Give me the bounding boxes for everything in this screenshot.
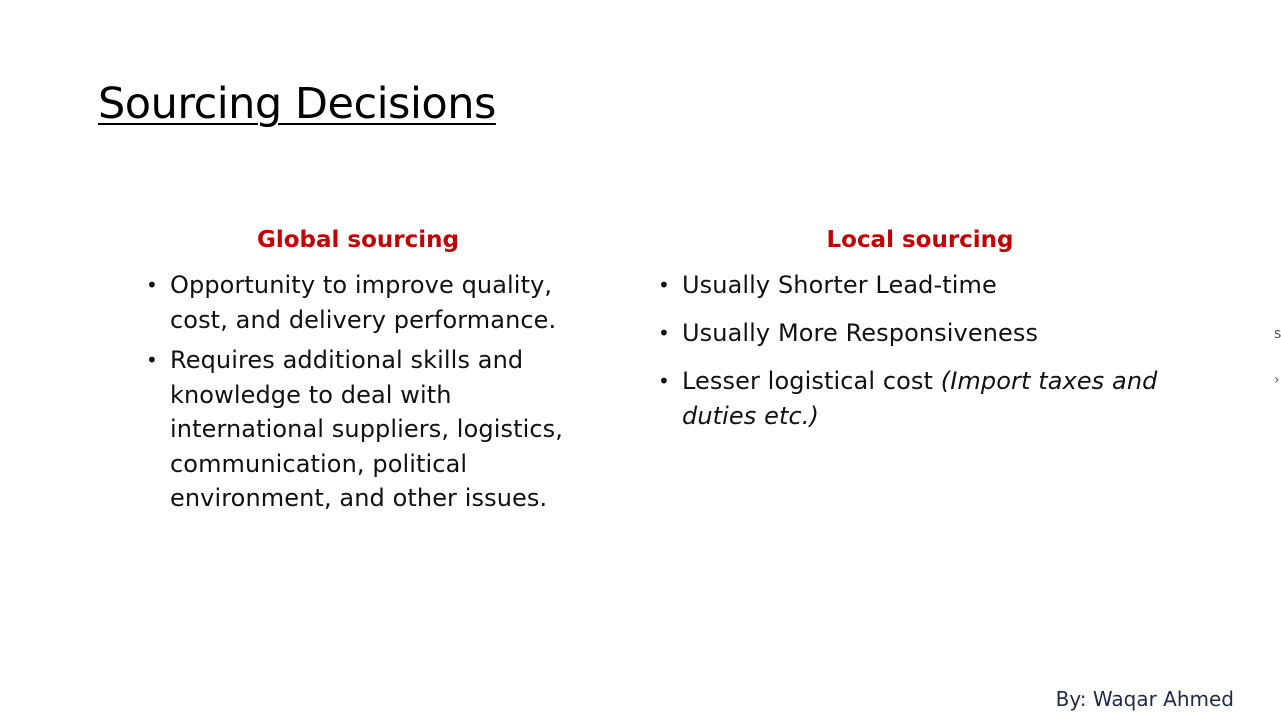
list-item xyxy=(652,316,1212,351)
bullet-text: Requires additional skills and knowledge to deal with international suppliers, logistics, communication, political environment, and other issues. xyxy=(170,346,563,512)
bullet-dot-icon: • xyxy=(146,273,158,297)
edge-fragment-icon: › xyxy=(1274,372,1280,388)
local-sourcing-heading: Local sourcing xyxy=(826,227,1014,253)
list-item xyxy=(652,364,1212,433)
bullet-text: Usually More Responsiveness xyxy=(682,319,1039,347)
list-item xyxy=(140,268,590,337)
list-item xyxy=(652,268,1212,303)
bullet-dot-icon: • xyxy=(658,273,670,297)
bullet-dot-icon: • xyxy=(146,348,158,372)
bullet-dot-icon: • xyxy=(658,369,670,393)
global-sourcing-list xyxy=(140,268,590,516)
bullet-dot-icon: • xyxy=(658,321,670,345)
author-credit: By: Waqar Ahmed xyxy=(1055,687,1234,711)
local-sourcing-column xyxy=(652,222,1212,447)
slide-title: Sourcing Decisions xyxy=(98,79,496,129)
bullet-italic-note: (Import taxes and duties etc.) xyxy=(682,367,1158,430)
bullet-text: Opportunity to improve quality, cost, and delivery performance. xyxy=(170,271,557,334)
local-sourcing-list xyxy=(652,268,1212,433)
edge-fragment-icon: s xyxy=(1274,326,1281,342)
list-item xyxy=(140,343,590,516)
global-sourcing-heading: Global sourcing xyxy=(256,227,459,253)
bullet-text: Lesser logistical cost xyxy=(682,367,941,395)
global-sourcing-column xyxy=(140,222,590,522)
bullet-text: Usually Shorter Lead-time xyxy=(682,271,997,299)
